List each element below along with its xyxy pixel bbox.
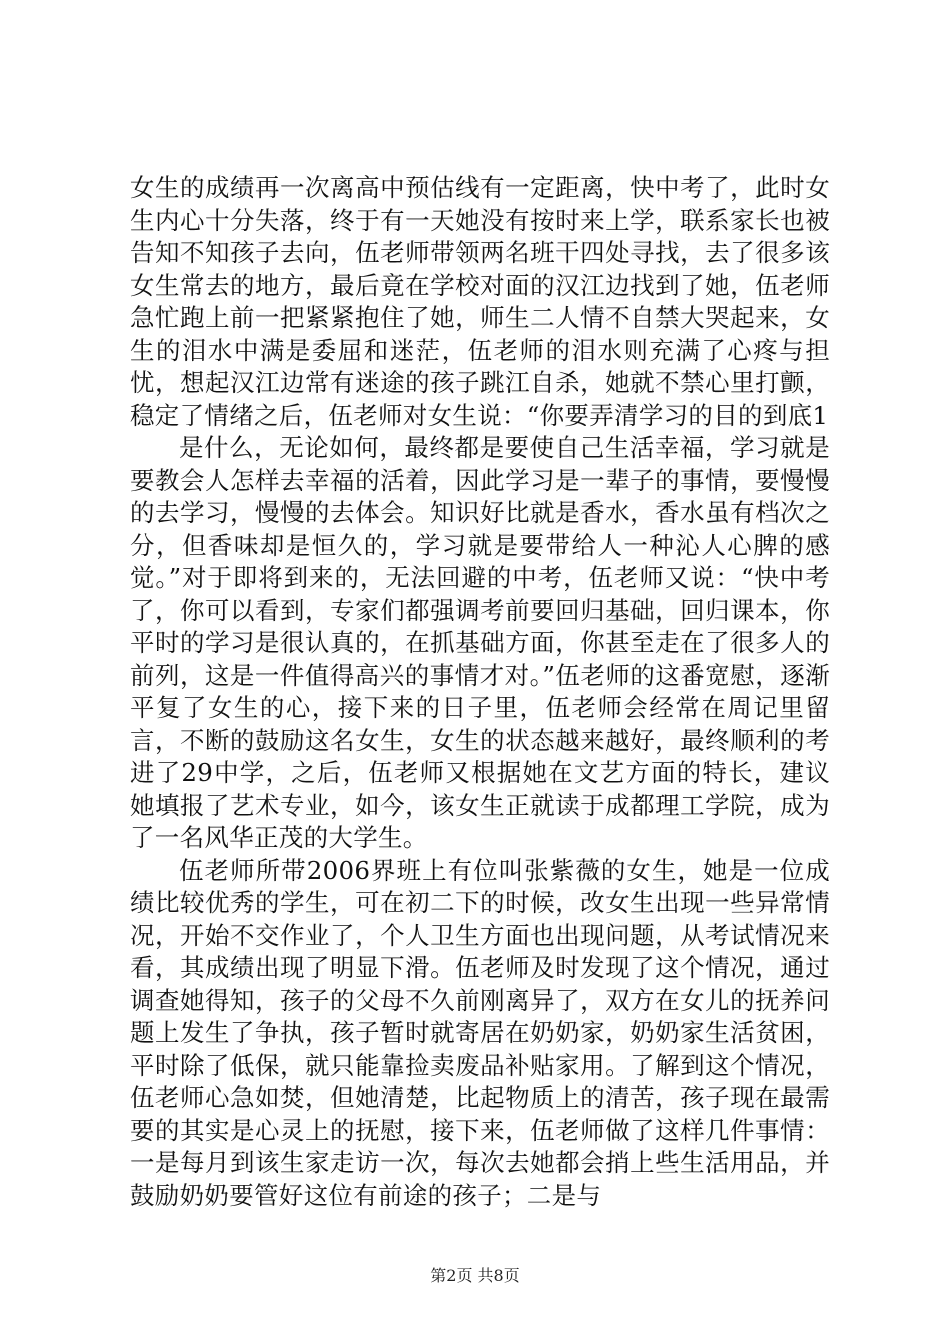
paragraph-2: 是什么，无论如何，最终都是要使自己生活幸福，学习就是要教会人怎样去幸福的活着，因此学习是一辈子的事情，要慢慢的去学习，慢慢的去体会。知识好比就是香水，香水虽有档次之分，但香味却是恒久的，学习就是要带给人一种沁人心脾的感觉。”对于即将到来的，无法回避的中考，伍老师又说：“快中考了，你可以看到，专家们都强调考前要回归基础，回归课本，你平时的学习是很认真的，在抓基础方面，你甚至走在了很多人的前列，这是一件值得高兴的事情才对。”伍老师的这番宽慰，逐渐平复了女生的心，接下来的日子里，伍老师会经常在周记里留言，不断的鼓励这名女生，女生的状态越来越好，最终顺利的考进了29中学，之后，伍老师又根据她在文艺方面的特长，建议她填报了艺术专业，如今，该女生正就读于成都理工学院，成为了一名风华正茂的大学生。 — [130, 433, 830, 852]
paragraph-3: 伍老师所带2006界班上有位叫张紫薇的女生，她是一位成绩比较优秀的学生，可在初二下的时候，改女生出现一些异常情况，开始不交作业了，个人卫生方面也出现问题，从考试情况来看，其成绩出现了明显下滑。伍老师及时发现了这个情况，通过调查她得知，孩子的父母不久前刚离异了，双方在女儿的抚养问题上发生了争执，孩子暂时就寄居在奶奶家，奶奶家生活贫困，平时除了低保，就只能靠捡卖废品补贴家用。了解到这个情况，伍老师心急如焚，但她清楚，比起物质上的清苦，孩子现在最需要的其实是心灵上的抚慰，接下来，伍老师做了这样几件事情：一是每月到该生家走访一次，每次去她都会捎上些生活用品，并鼓励奶奶要管好这位有前途的孩子；二是与 — [130, 855, 830, 1210]
paragraph-1: 女生的成绩再一次离高中预估线有一定距离，快中考了，此时女生内心十分失落，终于有一天她没有按时来上学，联系家长也被告知不知孩子去向，伍老师带领两名班干四处寻找，去了很多该女生常去的地方，最后竟在学校对面的汉江边找到了她，伍老师急忙跑上前一把紧紧抱住了她，师生二人情不自禁大哭起来，女生的泪水中满是委屈和迷茫，伍老师的泪水则充满了心疼与担忧，想起汉江边常有迷途的孩子跳江自杀，她就不禁心里打颤，稳定了情绪之后，伍老师对女生说：“你要弄清学习的目的到底1 — [130, 173, 830, 430]
body-text — [130, 172, 830, 1212]
page-number-footer: 第2页 共8页 — [430, 1266, 520, 1285]
